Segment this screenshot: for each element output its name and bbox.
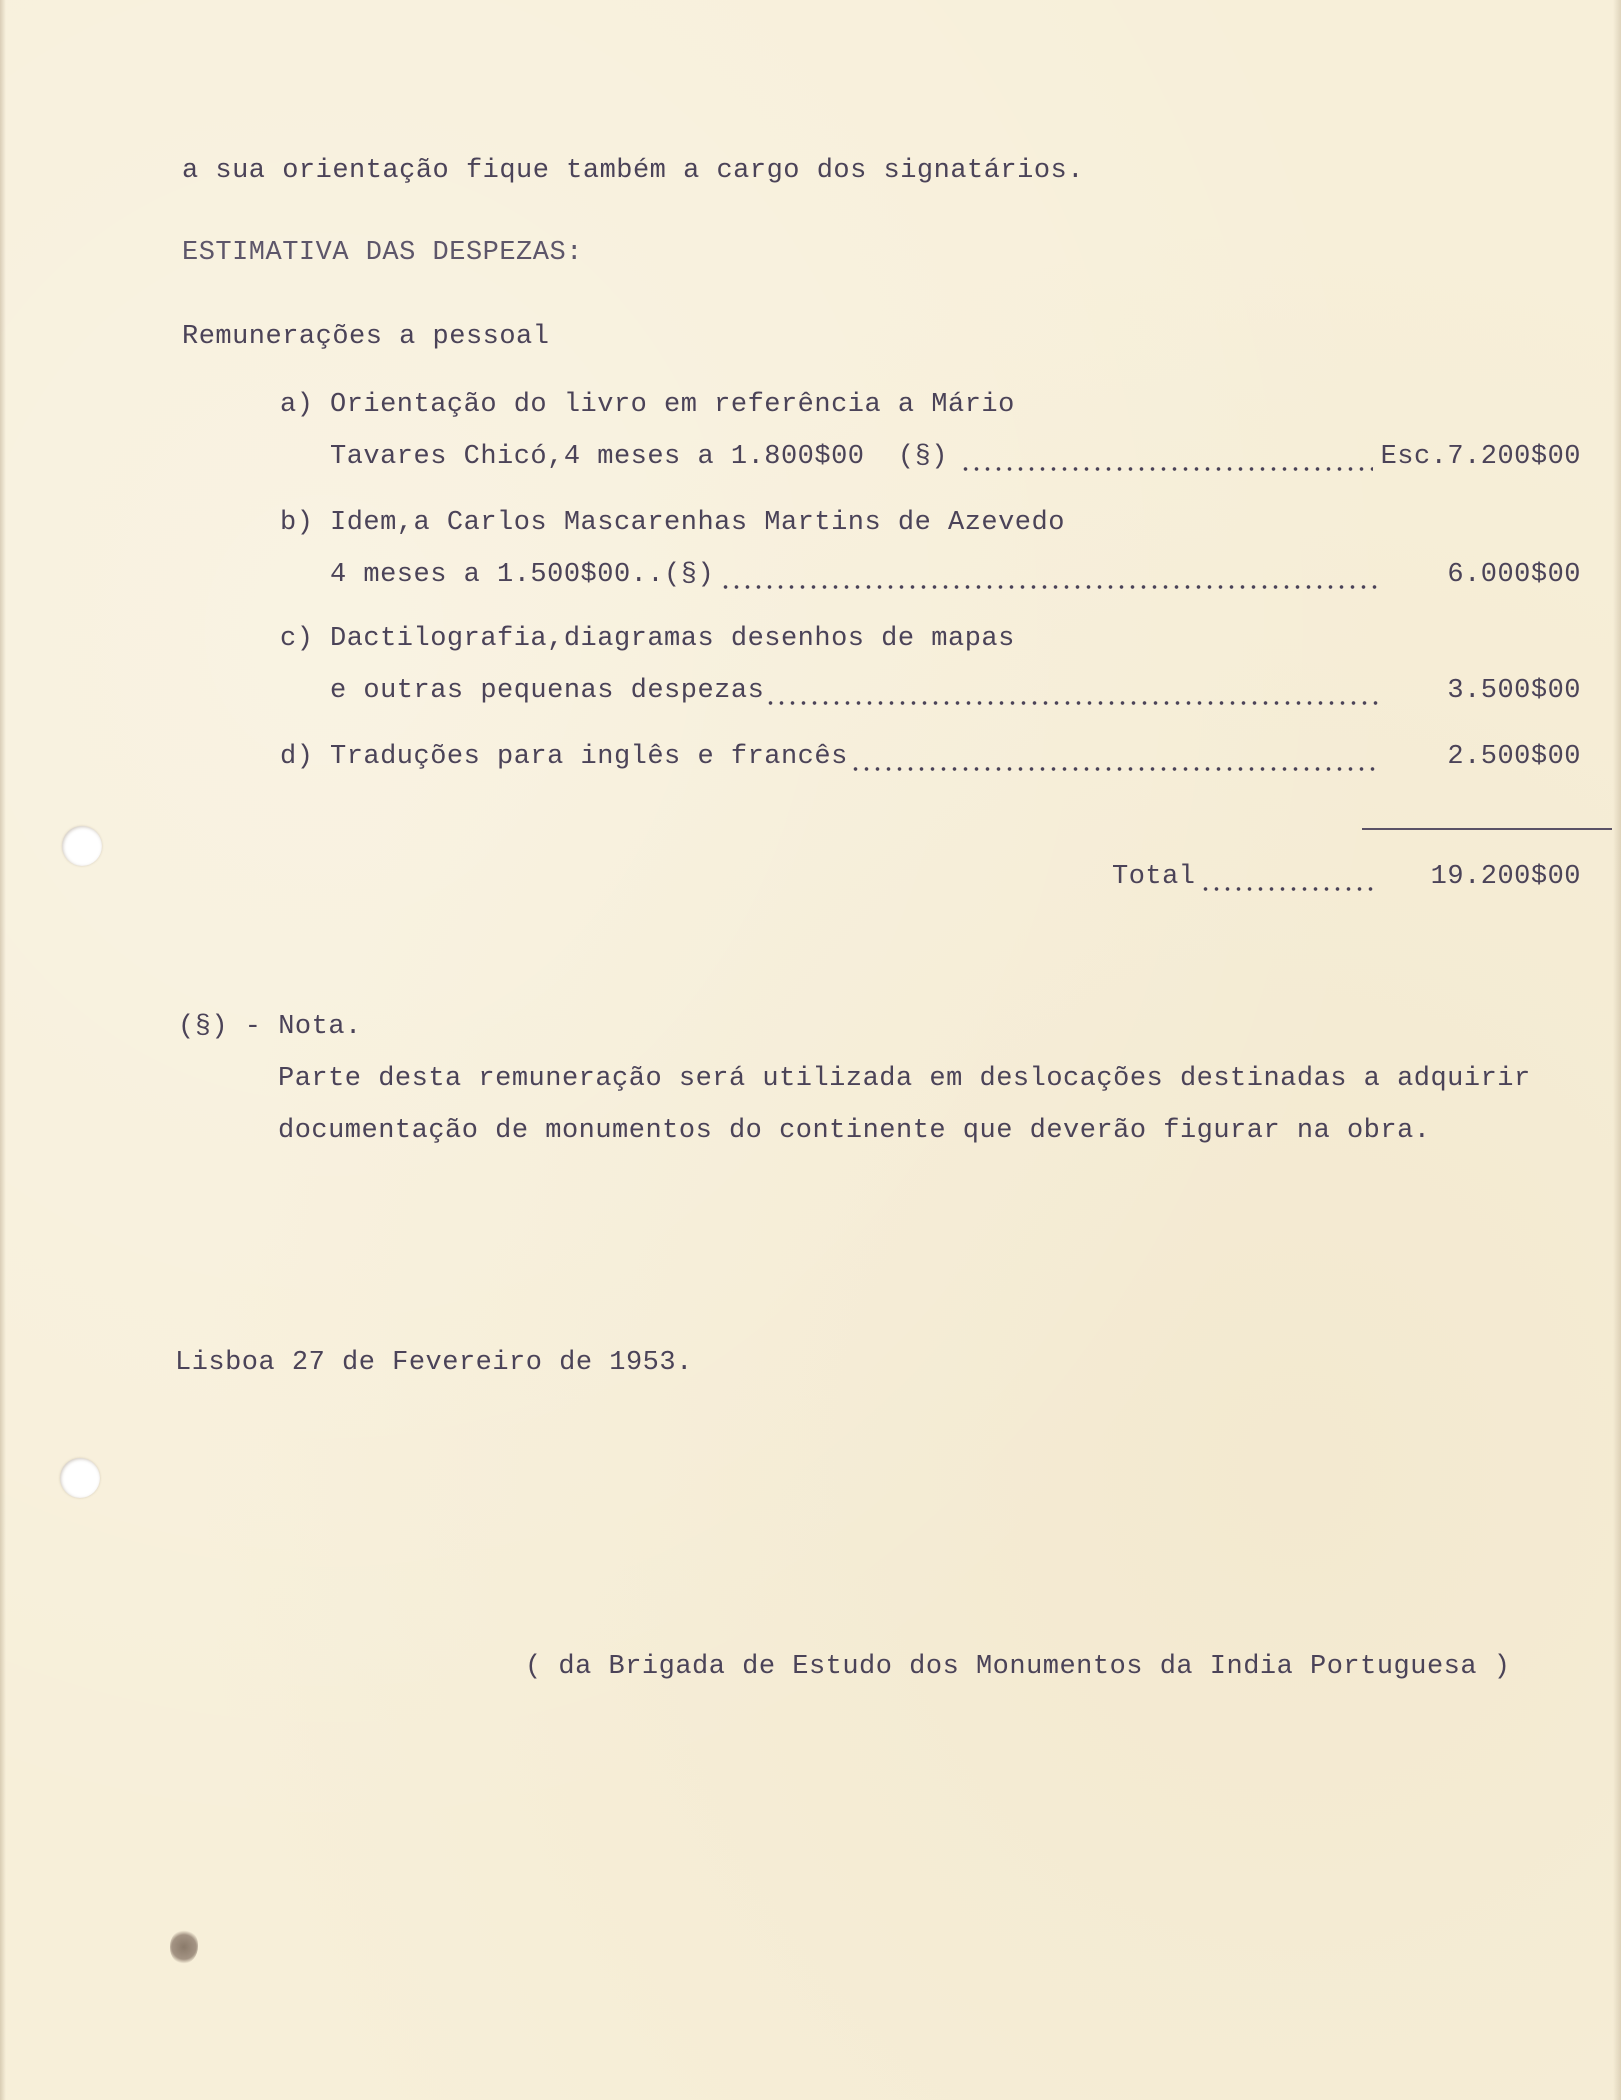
item-a-line1: Orientação do livro em referência a Mário [330, 390, 1015, 420]
punch-hole-top [62, 826, 102, 866]
item-c-leader [765, 700, 1378, 706]
item-c-amount: 3.500$00 [1447, 676, 1581, 706]
note-line1: Parte desta remuneração será utilizada em deslocações destinadas a adquirir [278, 1064, 1531, 1094]
continuation-line: a sua orientação fique também a cargo dos signatários. [182, 156, 1084, 186]
item-a-amount: Esc.7.200$00 [1380, 442, 1581, 472]
total-amount: 19.200$00 [1430, 862, 1581, 892]
item-c-line1: Dactilografia,diagramas desenhos de mapas [330, 624, 1015, 654]
item-c-letter: c) [280, 624, 314, 654]
page-edge-left [0, 0, 6, 2100]
item-b-line1: Idem,a Carlos Mascarenhas Martins de Azevedo [330, 508, 1065, 538]
note-marker: (§) - Nota. [178, 1012, 362, 1042]
item-b-amount: 6.000$00 [1447, 560, 1581, 590]
total-label: Total [1112, 862, 1196, 892]
item-b-letter: b) [280, 508, 314, 538]
section-heading: ESTIMATIVA DAS DESPEZAS: [182, 238, 583, 268]
item-a-line2: Tavares Chicó,4 meses a 1.800$00 (§) [330, 442, 948, 472]
page-edge-right [1613, 0, 1621, 2100]
item-c-line2: e outras pequenas despezas [330, 676, 765, 706]
note-line2: documentação de monumentos do continente que deverão figurar na obra. [278, 1116, 1431, 1146]
item-d-leader [850, 766, 1378, 772]
place-date: Lisboa 27 de Fevereiro de 1953. [175, 1348, 693, 1378]
item-a-leader [960, 466, 1373, 472]
total-leader [1200, 886, 1378, 892]
item-b-leader [720, 584, 1378, 590]
item-d-line1: Traduções para inglês e francês [330, 742, 848, 772]
punch-hole-bottom [60, 1458, 100, 1498]
item-a-letter: a) [280, 390, 314, 420]
subsection-title: Remunerações a pessoal [182, 322, 550, 352]
item-b-line2: 4 meses a 1.500$00..(§) [330, 560, 715, 590]
total-rule [1362, 828, 1612, 830]
ink-spot [170, 1930, 198, 1964]
item-d-amount: 2.500$00 [1447, 742, 1581, 772]
item-d-letter: d) [280, 742, 314, 772]
signature-line: ( da Brigada de Estudo dos Monumentos da India Portuguesa ) [525, 1652, 1511, 1682]
